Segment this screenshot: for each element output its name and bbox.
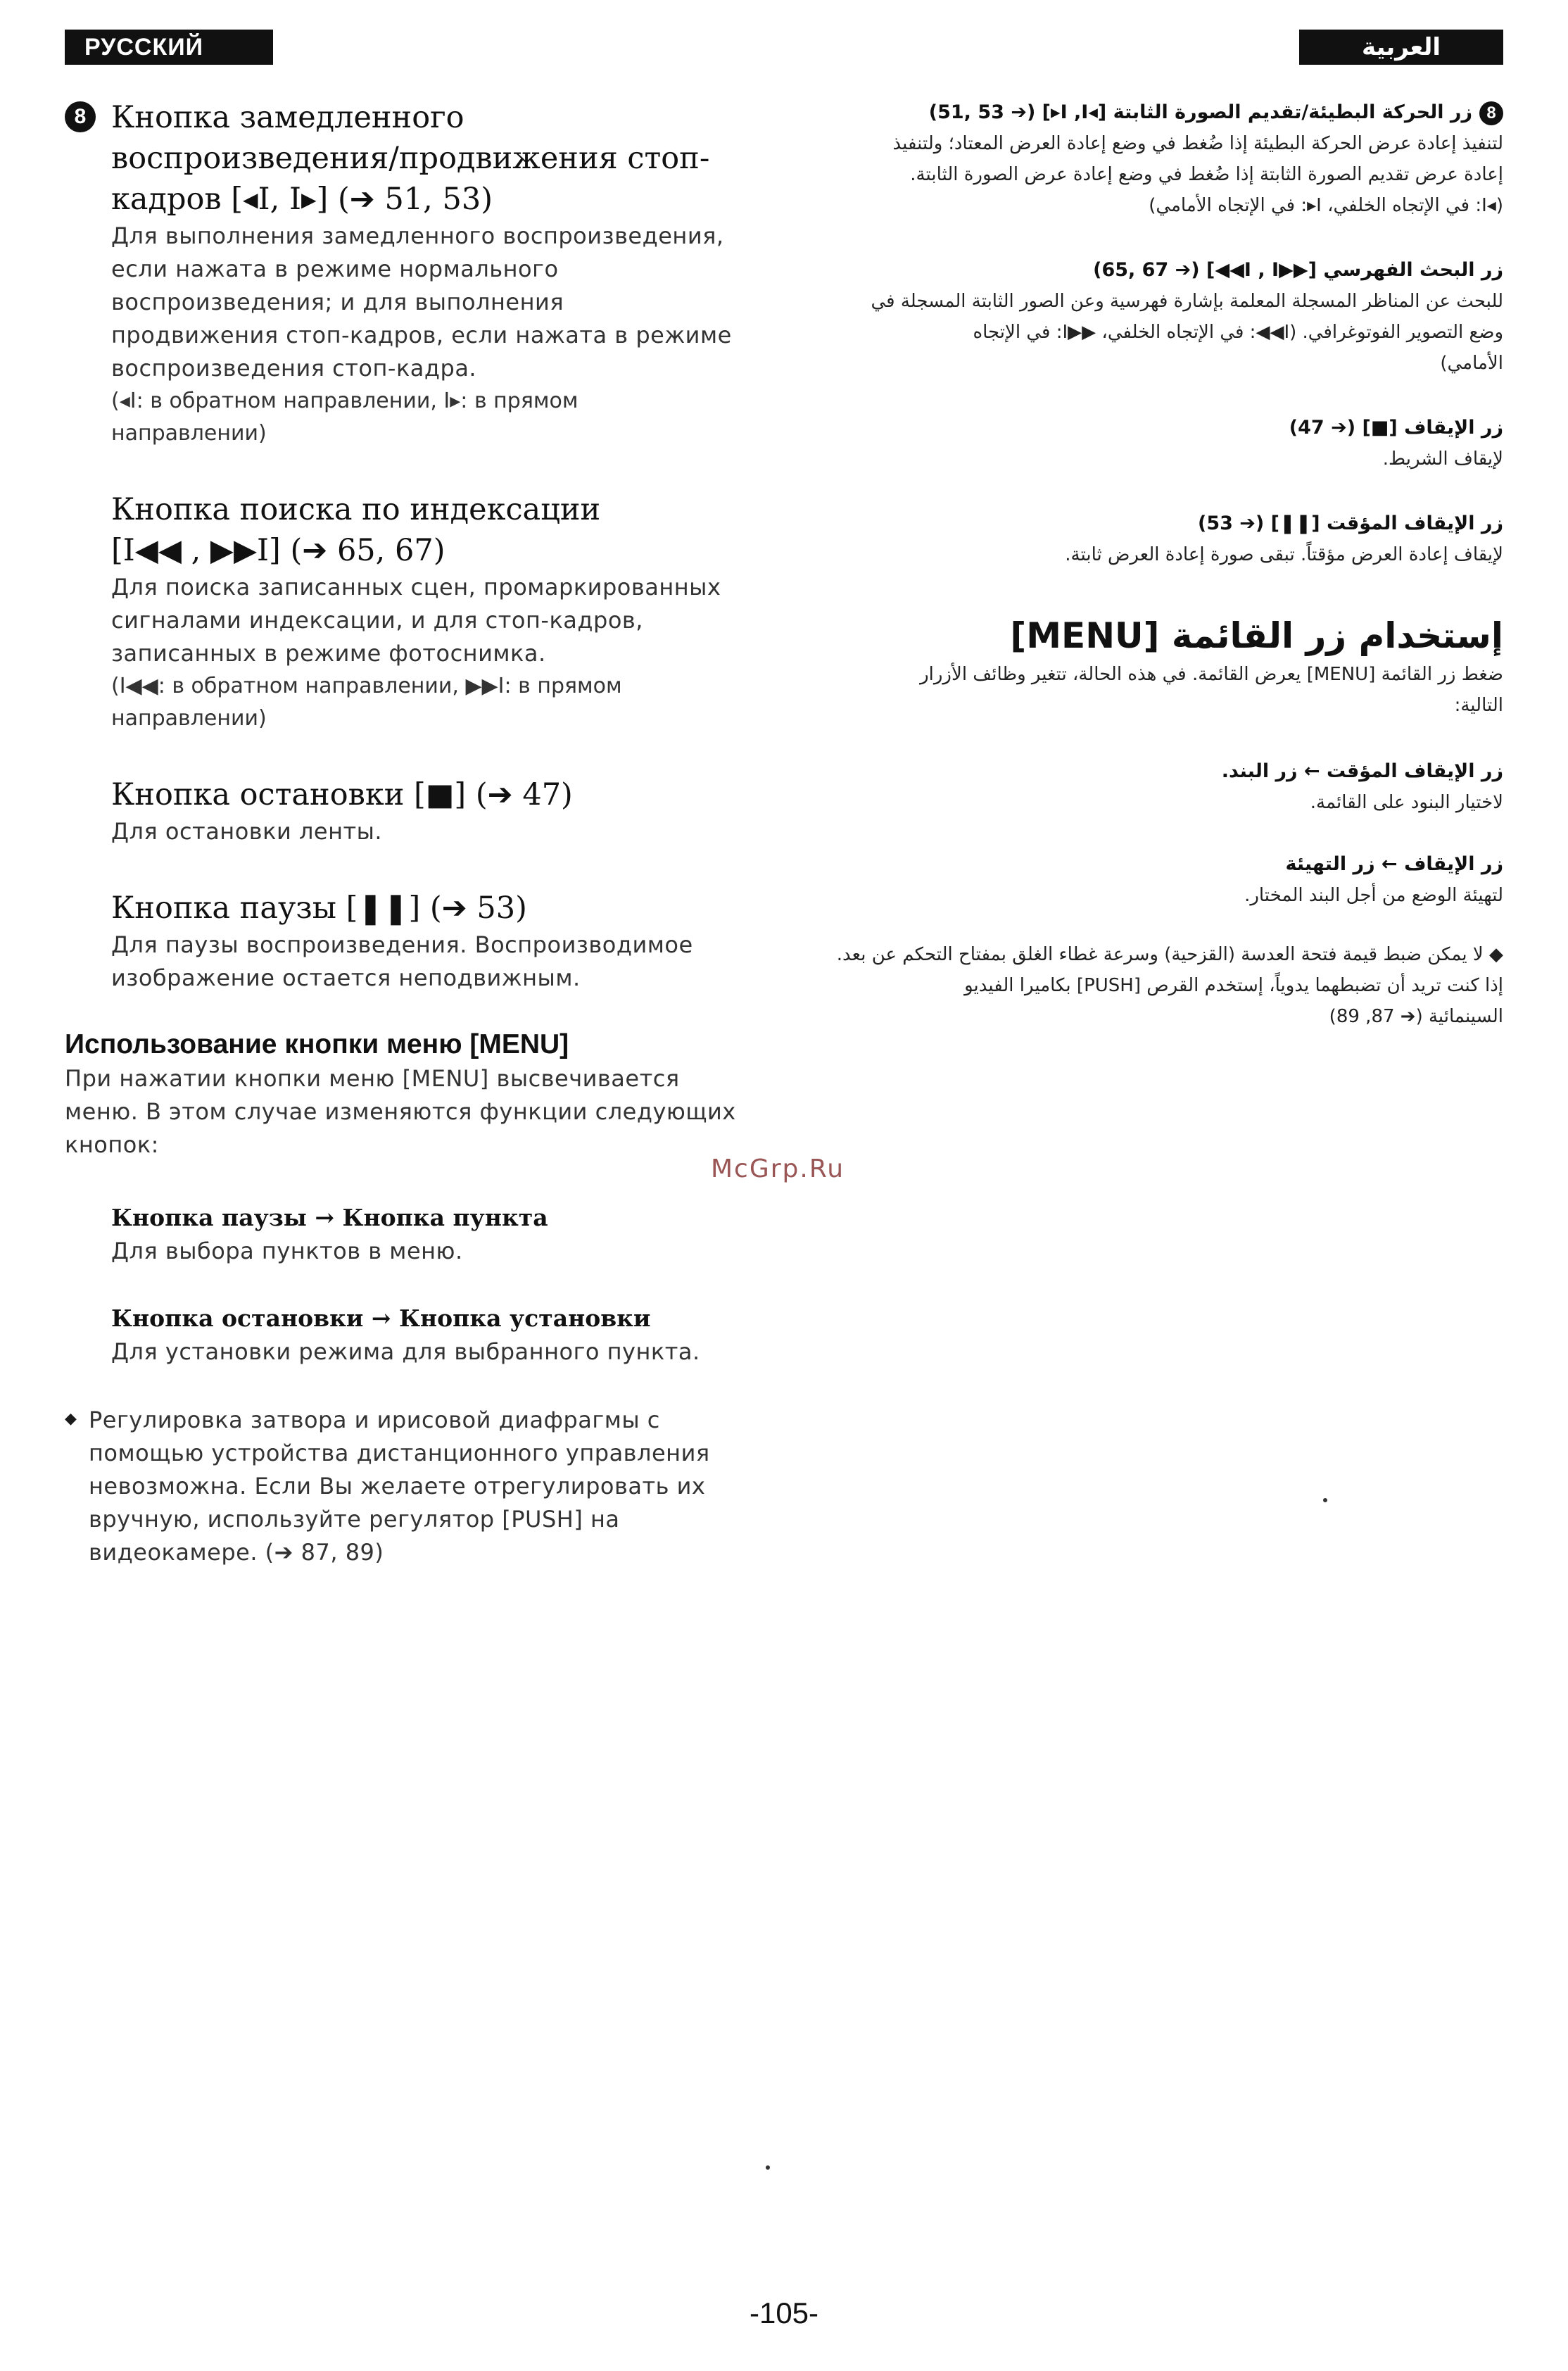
ar-pause-body: لإيقاف إعادة العرض مؤقتاً. تبقى صورة إعادة العرض ثابتة. [1065, 544, 1503, 565]
russian-column [65, 97, 740, 1569]
ru-index-body-3: записанных в режиме фотоснимка. [111, 640, 546, 667]
ar-menu-section [828, 612, 1503, 911]
ru-slow-motion-body-5: воспроизведения стоп-кадра. [111, 355, 477, 382]
ar-pause-title: زر الإيقاف المؤقت [❚❚] (➔ 53) [1197, 512, 1503, 534]
ru-slow-motion-title-line-1: Кнопка замедленного [111, 100, 464, 135]
ru-slow-motion-note-1: (◂I: в обратном направлении, I▸: в прямом [111, 389, 578, 413]
speck [766, 2165, 770, 2170]
ru-index-body-2: сигналами индексации, и для стоп-кадров, [111, 607, 643, 634]
ru-item-index-search [65, 489, 740, 735]
ru-slow-motion-note-2: направлении) [111, 421, 267, 446]
ar-stop-body: لإيقاف الشريط. [1382, 448, 1503, 470]
ar-note-line-1-text: لا يمكن ضبط قيمة فتحة العدسة (القزحية) وسرعة غطاء الغلق بمفتاح التحكم عن بعد. [836, 944, 1484, 965]
ar-menu-sub1-title: زر الإيقاف المؤقت ← زر البند. [1221, 760, 1503, 782]
ar-item-stop [828, 413, 1503, 474]
ru-slow-motion-body-2: если нажата в режиме нормального [111, 256, 559, 282]
ru-note [65, 1404, 740, 1569]
watermark: McGrp.Ru [711, 1155, 845, 1183]
ru-menu-body-2: меню. В этом случае изменяются функции следующих [65, 1098, 736, 1125]
ru-menu-sub2-body: Для установки режима для выбранного пункта. [111, 1338, 700, 1365]
ar-item-pause [828, 508, 1503, 570]
ru-note-line-4: вручную, используйте регулятор [PUSH] на [89, 1506, 620, 1533]
ru-menu-body-3: кнопок: [65, 1131, 159, 1158]
ar-stop-title: زر الإيقاف [■] (➔ 47) [1289, 417, 1503, 439]
ru-note-line-5: видеокамере. (➔ 87, 89) [89, 1539, 384, 1566]
ru-slow-motion-body-4: продвижения стоп-кадров, если нажата в режиме [111, 322, 732, 348]
ar-slow-motion-body-3: (◂I: في الإتجاه الخلفي، I▸: في الإتجاه الأمامي) [1149, 195, 1503, 216]
language-tab-arabic: العربية [1299, 30, 1503, 65]
ar-menu-sub1-body: لاختيار البنود على القائمة. [1310, 792, 1503, 813]
item-number-badge: 8 [65, 101, 96, 132]
ru-slow-motion-title-line-3: кадров [◂I, I▸] (➔ 51, 53) [111, 182, 493, 217]
ru-slow-motion-title-line-2: воспроизведения/продвижения стоп- [111, 141, 710, 176]
item-number-badge: 8 [1479, 101, 1503, 125]
ar-slow-motion-title-text: زر الحركة البطيئة/تقديم الصورة الثابتة [◂I ,I▸] (➔ 51, 53) [928, 101, 1472, 123]
ru-menu-title: Использование кнопки меню [MENU] [65, 1029, 569, 1059]
ar-menu-sub-set [828, 849, 1503, 911]
ar-note-line-2: إذا كنت تريد أن تضبطهما يدوياً، إستخدم القرص [PUSH] بكاميرا الفيديو [964, 975, 1503, 996]
ru-stop-body: Для остановки ленты. [111, 818, 383, 845]
ru-stop-title: Кнопка остановки [■] (➔ 47) [111, 777, 573, 812]
bullet-diamond-icon: ◆ [1489, 944, 1503, 965]
ru-note-line-3: невозможна. Если Вы желаете отрегулировать их [89, 1473, 706, 1499]
language-tab-russian: РУССКИЙ ЯЗЫК [65, 30, 273, 65]
ru-menu-section [65, 1027, 740, 1369]
ar-item-index-search [828, 255, 1503, 379]
ar-index-body-1: للبحث عن المناظر المسجلة المعلمة بإشارة فهرسية وعن الصور الثابتة المسجلة في [871, 291, 1503, 312]
ru-pause-body-2: изображение остается неподвижным. [111, 964, 581, 991]
ar-note-line-3: السينمائية (➔ 87, 89) [1329, 1006, 1503, 1027]
ru-index-title-line-2: [I◀◀ , ▶▶I] (➔ 65, 67) [111, 533, 445, 568]
ru-index-note-1: (I◀◀: в обратном направлении, ▶▶I: в прямом [111, 674, 622, 698]
ru-index-note-2: направлении) [111, 706, 267, 731]
ru-pause-body-1: Для паузы воспроизведения. Воспроизводимое [111, 931, 693, 958]
ru-item-stop [65, 774, 740, 848]
ru-menu-body-1: При нажатии кнопки меню [MENU] высвечивается [65, 1065, 680, 1092]
ar-slow-motion-title [828, 97, 1503, 128]
ar-menu-sub2-body: لتهيئة الوضع من أجل البند المختار. [1244, 885, 1503, 906]
ru-menu-sub-item [65, 1201, 740, 1268]
ru-menu-sub1-title: Кнопка паузы → Кнопка пункта [111, 1204, 548, 1231]
ru-slow-motion-body-1: Для выполнения замедленного воспроизведения, [111, 222, 724, 249]
bullet-diamond-icon: ◆ [65, 1409, 77, 1427]
ar-item-slow-motion [828, 97, 1503, 221]
ru-pause-title: Кнопка паузы [❚❚] (➔ 53) [111, 891, 527, 926]
ru-index-body-1: Для поиска записанных сцен, промаркированных [111, 574, 721, 600]
ar-menu-title: إستخدام زر القائمة [MENU] [1010, 615, 1503, 656]
ar-menu-body-2: التالية: [1454, 695, 1503, 716]
ru-item-pause [65, 888, 740, 995]
ru-index-title-line-1: Кнопка поиска по индексации [111, 492, 601, 527]
ar-menu-sub2-title: زر الإيقاف ← زر التهيئة [1285, 853, 1503, 875]
page-number: -105- [749, 2296, 819, 2329]
ru-note-line-1: Регулировка затвора и ирисовой диафрагмы с [89, 1407, 660, 1433]
ru-menu-sub1-body: Для выбора пунктов в меню. [111, 1238, 463, 1264]
ar-slow-motion-body-1: لتنفيذ إعادة عرض الحركة البطيئة إذا ضُغط في وضع إعادة العرض المعتاد؛ ولتنفيذ [892, 133, 1503, 154]
arabic-column [828, 97, 1503, 1032]
ar-note-line-1 [828, 939, 1503, 970]
ru-menu-sub-set [65, 1302, 740, 1369]
ar-index-body-3: الأمامي) [1440, 353, 1503, 374]
ar-menu-sub-item [828, 756, 1503, 818]
ar-note [828, 939, 1503, 1032]
speck [1323, 1498, 1327, 1502]
ar-menu-body-1: ضغط زر القائمة [MENU] يعرض القائمة. في هذه الحالة، تتغير وظائف الأزرار [920, 664, 1503, 685]
ar-index-title: زر البحث الفهرسي [▶▶I , I◀◀] (➔ 65, 67) [1093, 259, 1503, 281]
ar-index-body-2: وضع التصوير الفوتوغرافي. (I◀◀: في الإتجاه الخلفي، ▶▶I: في الإتجاه [973, 322, 1503, 343]
ru-note-line-2: помощью устройства дистанционного управления [89, 1440, 710, 1466]
ru-item-slow-motion [65, 97, 740, 450]
ar-slow-motion-body-2: إعادة عرض تقديم الصورة الثابتة إذا ضُغط في وضع إعادة عرض الصورة الثابتة. [910, 164, 1503, 185]
ru-slow-motion-body-3: воспроизведения; и для выполнения [111, 289, 564, 315]
ru-menu-sub2-title: Кнопка остановки → Кнопка установки [111, 1304, 651, 1332]
